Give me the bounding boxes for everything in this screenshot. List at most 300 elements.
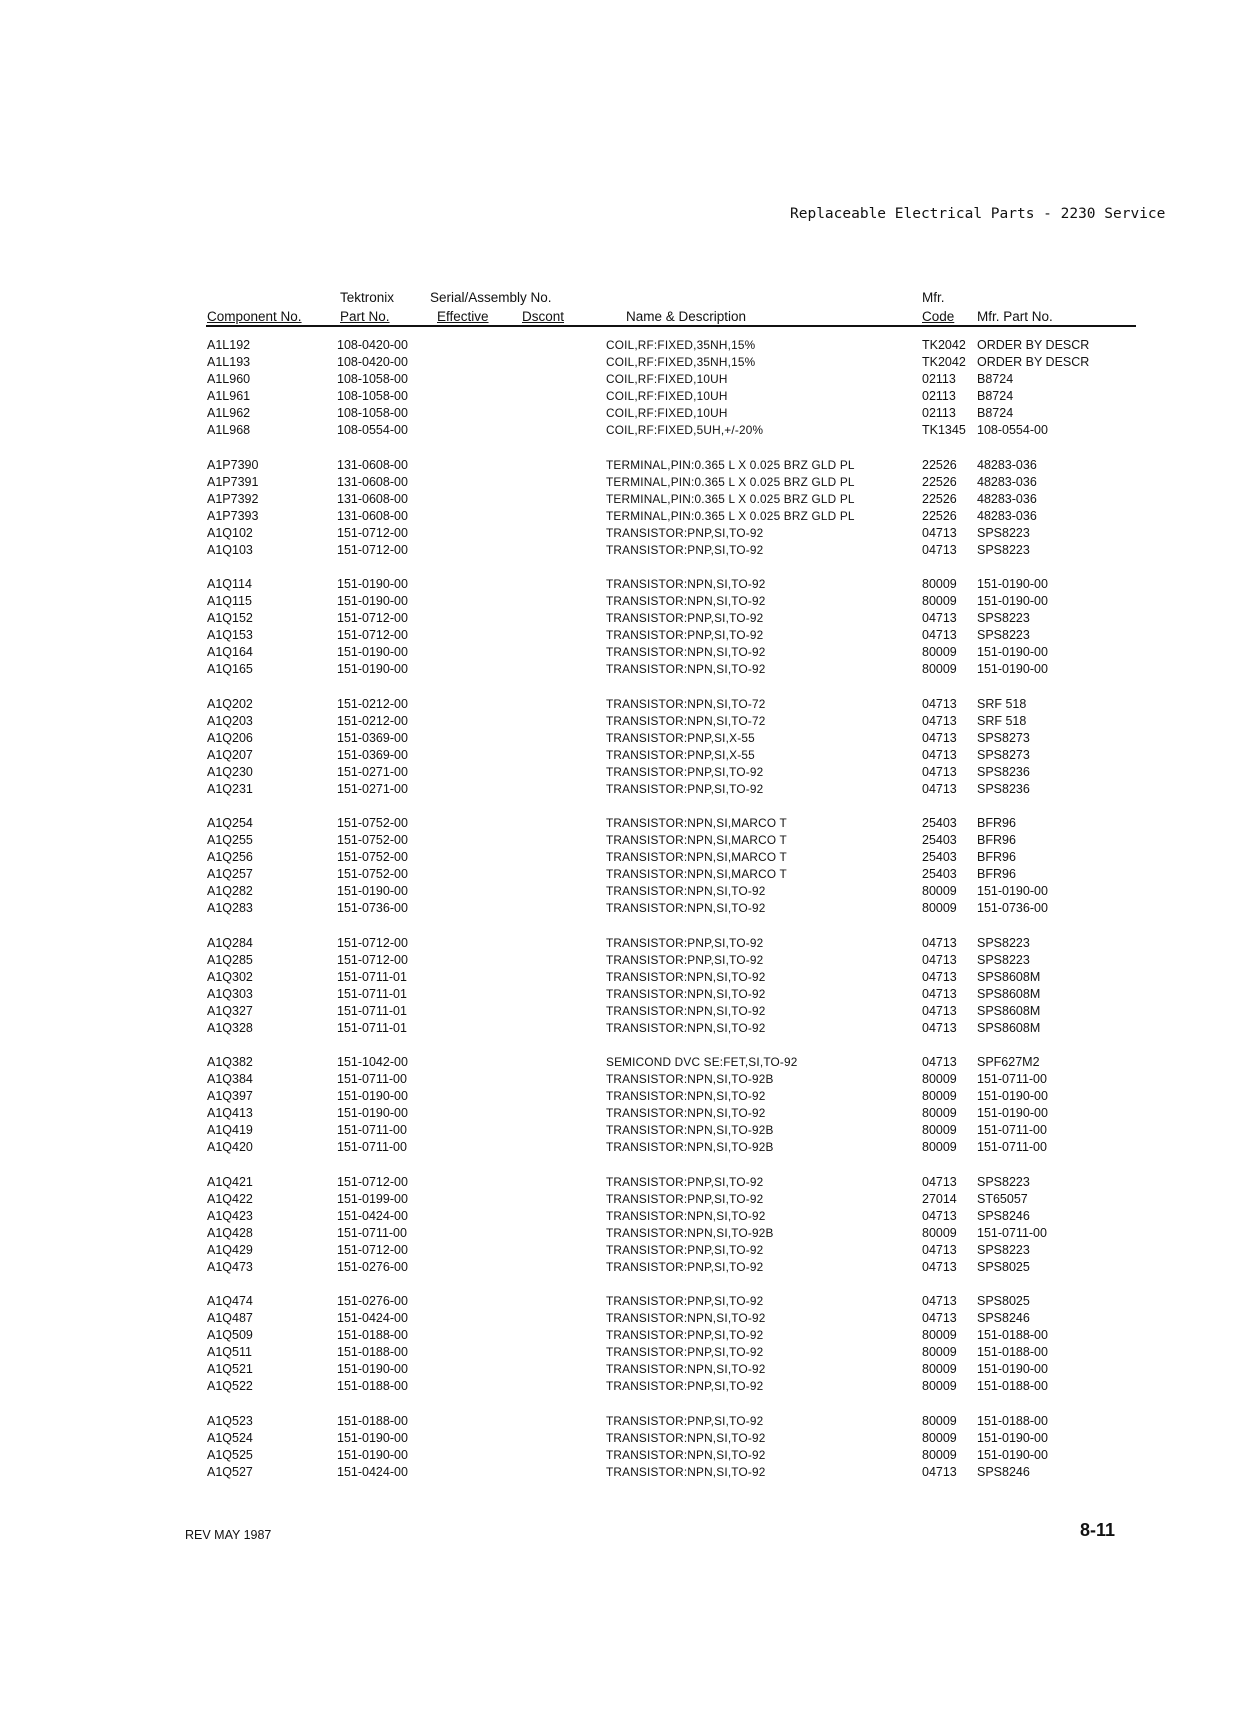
parts-group <box>0 1054 1252 1156</box>
table-row <box>0 1139 1252 1156</box>
parts-group <box>0 1174 1252 1276</box>
cell-description: TRANSISTOR:NPN,SI,TO-92 <box>606 1464 766 1479</box>
cell-mfr-part-no: SPS8223 <box>977 1174 1030 1189</box>
cell-description: TRANSISTOR:NPN,SI,TO-92 <box>606 662 766 676</box>
cell-mfr-part-no: BFR96 <box>977 850 1016 864</box>
cell-part-no: 151-0711-01 <box>337 986 407 1001</box>
cell-mfr-code: 80009 <box>922 577 957 591</box>
cell-description: TRANSISTOR:PNP,SI,X-55 <box>606 730 755 745</box>
cell-part-no: 151-0736-00 <box>337 901 408 915</box>
cell-mfr-code: 25403 <box>922 816 957 830</box>
table-row <box>0 747 1252 764</box>
cell-description: TRANSISTOR:NPN,SI,TO-92 <box>606 901 766 915</box>
cell-mfr-part-no: 48283-036 <box>977 491 1037 506</box>
cell-component-no: A1Q527 <box>207 1464 253 1479</box>
cell-mfr-part-no: 151-0190-00 <box>977 1089 1048 1103</box>
cell-mfr-part-no: ORDER BY DESCR <box>977 338 1090 352</box>
cell-mfr-code: 80009 <box>922 884 957 898</box>
cell-mfr-part-no: B8724 <box>977 389 1014 403</box>
header-rule <box>206 325 1136 327</box>
page-header: Replaceable Electrical Parts - 2230 Service <box>790 206 1166 222</box>
table-row <box>0 866 1252 883</box>
cell-mfr-part-no: SPS8273 <box>977 747 1030 762</box>
cell-component-no: A1P7391 <box>207 474 259 489</box>
cell-mfr-part-no: SPS8273 <box>977 730 1030 745</box>
cell-mfr-code: 04713 <box>922 1294 957 1308</box>
cell-mfr-part-no: 151-0190-00 <box>977 884 1048 898</box>
cell-part-no: 151-0712-00 <box>337 952 408 967</box>
cell-description: TRANSISTOR:PNP,SI,TO-92 <box>606 1345 764 1359</box>
cell-component-no: A1Q102 <box>207 525 253 540</box>
cell-mfr-part-no: BFR96 <box>977 867 1016 881</box>
cell-part-no: 131-0608-00 <box>337 491 408 506</box>
table-row <box>0 491 1252 508</box>
cell-mfr-part-no: SRF 518 <box>977 713 1027 728</box>
cell-mfr-code: 80009 <box>922 1089 957 1103</box>
cell-mfr-code: 04713 <box>922 986 957 1001</box>
cell-mfr-code: 04713 <box>922 1055 957 1069</box>
cell-part-no: 151-0424-00 <box>337 1311 408 1325</box>
cell-mfr-part-no: B8724 <box>977 406 1014 420</box>
cell-mfr-code: 04713 <box>922 952 957 967</box>
cell-mfr-part-no: 151-0190-00 <box>977 1447 1048 1462</box>
cell-mfr-part-no: SPS8025 <box>977 1294 1030 1308</box>
table-row <box>0 849 1252 866</box>
cell-mfr-code: 04713 <box>922 730 957 745</box>
cell-component-no: A1Q283 <box>207 901 253 915</box>
cell-component-no: A1L962 <box>207 406 251 420</box>
col-component-no: Component No. <box>207 309 302 324</box>
cell-mfr-code: 80009 <box>922 1413 957 1428</box>
cell-description: COIL,RF:FIXED,10UH <box>606 389 728 403</box>
cell-mfr-code: 80009 <box>922 1345 957 1359</box>
cell-mfr-code: 25403 <box>922 850 957 864</box>
cell-description: COIL,RF:FIXED,10UH <box>606 372 728 386</box>
cell-mfr-part-no: SPS8246 <box>977 1208 1030 1223</box>
cell-mfr-part-no: SPS8223 <box>977 611 1030 625</box>
cell-description: TRANSISTOR:NPN,SI,TO-92B <box>606 1123 774 1137</box>
cell-mfr-code: 04713 <box>922 1242 957 1257</box>
table-row <box>0 1003 1252 1020</box>
table-row <box>0 1430 1252 1447</box>
table-row <box>0 764 1252 781</box>
table-row <box>0 1054 1252 1071</box>
cell-part-no: 151-0271-00 <box>337 764 408 779</box>
cell-description: SEMICOND DVC SE:FET,SI,TO-92 <box>606 1055 798 1069</box>
col-code: Code <box>922 309 955 324</box>
table-row <box>0 969 1252 986</box>
cell-mfr-code: 04713 <box>922 628 957 642</box>
cell-component-no: A1Q422 <box>207 1191 253 1206</box>
cell-description: TRANSISTOR:NPN,SI,TO-92 <box>606 969 766 984</box>
cell-component-no: A1P7390 <box>207 457 259 472</box>
cell-part-no: 131-0608-00 <box>337 457 408 472</box>
table-row <box>0 593 1252 610</box>
parts-group <box>0 696 1252 798</box>
cell-part-no: 151-0190-00 <box>337 594 408 608</box>
cell-mfr-part-no: 151-0190-00 <box>977 594 1048 608</box>
cell-part-no: 151-0752-00 <box>337 816 408 830</box>
cell-mfr-code: 04713 <box>922 1311 957 1325</box>
cell-mfr-code: 80009 <box>922 1362 957 1376</box>
cell-mfr-part-no: SPS8025 <box>977 1259 1030 1274</box>
cell-description: TRANSISTOR:NPN,SI,TO-92 <box>606 594 766 608</box>
cell-component-no: A1Q206 <box>207 730 253 745</box>
cell-component-no: A1Q327 <box>207 1003 253 1018</box>
cell-part-no: 151-0190-00 <box>337 1106 408 1120</box>
cell-component-no: A1P7393 <box>207 508 259 523</box>
cell-component-no: A1Q419 <box>207 1123 253 1137</box>
table-row <box>0 542 1252 559</box>
cell-mfr-part-no: SPF627M2 <box>977 1055 1040 1069</box>
cell-description: TRANSISTOR:NPN,SI,TO-92 <box>606 1311 766 1325</box>
cell-mfr-code: 25403 <box>922 867 957 881</box>
cell-part-no: 108-0554-00 <box>337 423 408 437</box>
parts-group <box>0 576 1252 678</box>
cell-mfr-code: 80009 <box>922 1140 957 1154</box>
cell-description: TRANSISTOR:PNP,SI,TO-92 <box>606 1259 764 1274</box>
cell-mfr-part-no: B8724 <box>977 372 1014 386</box>
cell-component-no: A1Q421 <box>207 1174 253 1189</box>
cell-mfr-code: 80009 <box>922 594 957 608</box>
cell-description: TERMINAL,PIN:0.365 L X 0.025 BRZ GLD PL <box>606 474 855 489</box>
cell-mfr-code: 80009 <box>922 1225 957 1240</box>
cell-component-no: A1Q487 <box>207 1311 253 1325</box>
cell-component-no: A1Q207 <box>207 747 253 762</box>
cell-mfr-part-no: 151-0711-00 <box>977 1072 1047 1086</box>
cell-mfr-part-no: SPS8223 <box>977 935 1030 950</box>
cell-component-no: A1Q230 <box>207 764 253 779</box>
cell-part-no: 151-0369-00 <box>337 730 408 745</box>
cell-mfr-part-no: SPS8223 <box>977 952 1030 967</box>
table-row <box>0 1088 1252 1105</box>
cell-mfr-part-no: SPS8246 <box>977 1464 1030 1479</box>
cell-description: COIL,RF:FIXED,35NH,15% <box>606 338 756 352</box>
table-row <box>0 1071 1252 1088</box>
cell-component-no: A1L960 <box>207 372 251 386</box>
table-row <box>0 644 1252 661</box>
cell-mfr-part-no: ST65057 <box>977 1191 1028 1206</box>
cell-mfr-part-no: 48283-036 <box>977 474 1037 489</box>
table-row <box>0 730 1252 747</box>
table-row <box>0 627 1252 644</box>
col-part-no: Part No. <box>340 309 390 324</box>
cell-component-no: A1Q413 <box>207 1106 253 1120</box>
cell-mfr-part-no: 151-0711-00 <box>977 1123 1047 1137</box>
cell-part-no: 131-0608-00 <box>337 474 408 489</box>
cell-description: TRANSISTOR:NPN,SI,TO-72 <box>606 696 766 711</box>
cell-part-no: 108-1058-00 <box>337 389 408 403</box>
cell-mfr-code: 04713 <box>922 1003 957 1018</box>
cell-part-no: 151-0711-00 <box>337 1140 407 1154</box>
cell-component-no: A1Q257 <box>207 867 253 881</box>
cell-description: TRANSISTOR:PNP,SI,TO-92 <box>606 952 764 967</box>
cell-part-no: 151-0711-01 <box>337 1020 407 1035</box>
cell-mfr-code: 04713 <box>922 764 957 779</box>
cell-part-no: 151-0711-01 <box>337 969 407 984</box>
cell-component-no: A1Q302 <box>207 969 253 984</box>
cell-part-no: 151-0188-00 <box>337 1345 408 1359</box>
cell-mfr-code: 04713 <box>922 1208 957 1223</box>
cell-description: TRANSISTOR:PNP,SI,TO-92 <box>606 525 764 540</box>
cell-component-no: A1Q114 <box>207 577 252 591</box>
cell-part-no: 151-0212-00 <box>337 696 408 711</box>
cell-description: TRANSISTOR:PNP,SI,TO-92 <box>606 611 764 625</box>
cell-mfr-part-no: 151-0190-00 <box>977 1430 1048 1445</box>
cell-mfr-part-no: SPS8223 <box>977 542 1030 557</box>
cell-description: TERMINAL,PIN:0.365 L X 0.025 BRZ GLD PL <box>606 457 855 472</box>
cell-part-no: 151-0190-00 <box>337 645 408 659</box>
cell-part-no: 131-0608-00 <box>337 508 408 523</box>
cell-mfr-part-no: SPS8236 <box>977 781 1030 796</box>
cell-component-no: A1Q165 <box>207 662 253 676</box>
cell-part-no: 151-0752-00 <box>337 833 408 847</box>
cell-part-no: 108-1058-00 <box>337 406 408 420</box>
table-row <box>0 1447 1252 1464</box>
cell-mfr-part-no: 151-0711-00 <box>977 1140 1047 1154</box>
cell-description: TRANSISTOR:NPN,SI,MARCO T <box>606 867 787 881</box>
cell-component-no: A1Q115 <box>207 594 252 608</box>
cell-description: TRANSISTOR:PNP,SI,TO-92 <box>606 935 764 950</box>
cell-part-no: 151-0190-00 <box>337 1430 408 1445</box>
cell-part-no: 151-0711-00 <box>337 1072 407 1086</box>
cell-mfr-code: 04713 <box>922 935 957 950</box>
cell-description: COIL,RF:FIXED,5UH,+/-20% <box>606 423 764 437</box>
cell-mfr-code: 80009 <box>922 1328 957 1342</box>
cell-description: COIL,RF:FIXED,35NH,15% <box>606 355 756 369</box>
cell-description: TRANSISTOR:PNP,SI,TO-92 <box>606 1413 764 1428</box>
table-row <box>0 1208 1252 1225</box>
table-row <box>0 832 1252 849</box>
cell-component-no: A1Q164 <box>207 645 253 659</box>
cell-component-no: A1Q522 <box>207 1379 253 1393</box>
cell-component-no: A1Q255 <box>207 833 253 847</box>
cell-part-no: 151-0424-00 <box>337 1464 408 1479</box>
cell-description: TRANSISTOR:NPN,SI,TO-92B <box>606 1072 774 1086</box>
cell-description: TRANSISTOR:NPN,SI,TO-92 <box>606 645 766 659</box>
cell-part-no: 151-0271-00 <box>337 781 408 796</box>
cell-part-no: 151-0711-00 <box>337 1123 407 1137</box>
table-row <box>0 1378 1252 1395</box>
cell-description: TRANSISTOR:NPN,SI,TO-92 <box>606 884 766 898</box>
table-row <box>0 1413 1252 1430</box>
cell-part-no: 151-1042-00 <box>337 1055 408 1069</box>
cell-mfr-part-no: SPS8246 <box>977 1311 1030 1325</box>
cell-component-no: A1Q256 <box>207 850 253 864</box>
cell-component-no: A1Q303 <box>207 986 253 1001</box>
cell-part-no: 151-0712-00 <box>337 611 408 625</box>
cell-mfr-code: TK1345 <box>922 423 966 437</box>
table-row <box>0 1225 1252 1242</box>
col-dscont: Dscont <box>522 309 565 324</box>
col-effective: Effective <box>437 309 489 324</box>
cell-component-no: A1Q509 <box>207 1328 253 1342</box>
parts-group <box>0 457 1252 559</box>
cell-description: TRANSISTOR:NPN,SI,TO-92 <box>606 1003 766 1018</box>
table-row <box>0 1344 1252 1361</box>
cell-description: TRANSISTOR:PNP,SI,TO-92 <box>606 542 764 557</box>
cell-part-no: 151-0190-00 <box>337 1447 408 1462</box>
cell-component-no: A1Q328 <box>207 1020 253 1035</box>
cell-mfr-code: 02113 <box>922 406 956 420</box>
cell-part-no: 151-0276-00 <box>337 1294 408 1308</box>
table-row <box>0 1174 1252 1191</box>
cell-description: TRANSISTOR:NPN,SI,TO-72 <box>606 713 766 728</box>
cell-description: TRANSISTOR:PNP,SI,TO-92 <box>606 1379 764 1393</box>
cell-mfr-part-no: 151-0188-00 <box>977 1413 1048 1428</box>
table-row <box>0 354 1252 371</box>
cell-mfr-code: 80009 <box>922 1379 957 1393</box>
cell-component-no: A1Q521 <box>207 1362 253 1376</box>
cell-mfr-part-no: 151-0190-00 <box>977 1106 1048 1120</box>
cell-part-no: 151-0190-00 <box>337 1362 408 1376</box>
col-mfr: Mfr. <box>922 290 945 305</box>
cell-description: TRANSISTOR:PNP,SI,TO-92 <box>606 1328 764 1342</box>
cell-component-no: A1Q203 <box>207 713 253 728</box>
cell-mfr-code: 04713 <box>922 696 957 711</box>
cell-mfr-code: 04713 <box>922 781 957 796</box>
table-row <box>0 337 1252 354</box>
cell-description: TRANSISTOR:PNP,SI,X-55 <box>606 747 755 762</box>
cell-mfr-part-no: BFR96 <box>977 816 1016 830</box>
cell-component-no: A1Q420 <box>207 1140 253 1154</box>
cell-component-no: A1Q282 <box>207 884 253 898</box>
table-row <box>0 1122 1252 1139</box>
cell-mfr-code: 22526 <box>922 491 957 506</box>
cell-part-no: 151-0712-00 <box>337 1242 408 1257</box>
cell-mfr-code: 04713 <box>922 969 957 984</box>
cell-description: TRANSISTOR:PNP,SI,TO-92 <box>606 764 764 779</box>
cell-mfr-code: 04713 <box>922 1464 957 1479</box>
table-row <box>0 508 1252 525</box>
cell-mfr-code: 04713 <box>922 1020 957 1035</box>
cell-component-no: A1Q428 <box>207 1225 253 1240</box>
cell-description: TRANSISTOR:NPN,SI,TO-92 <box>606 1208 766 1223</box>
cell-mfr-code: TK2042 <box>922 355 966 369</box>
cell-component-no: A1Q429 <box>207 1242 253 1257</box>
cell-part-no: 151-0199-00 <box>337 1191 408 1206</box>
cell-part-no: 151-0188-00 <box>337 1328 408 1342</box>
cell-part-no: 151-0190-00 <box>337 577 408 591</box>
table-row <box>0 1310 1252 1327</box>
table-row <box>0 1293 1252 1310</box>
table-row <box>0 610 1252 627</box>
cell-component-no: A1Q473 <box>207 1259 253 1274</box>
parts-group <box>0 1413 1252 1481</box>
cell-part-no: 108-1058-00 <box>337 372 408 386</box>
cell-component-no: A1Q397 <box>207 1089 253 1103</box>
cell-part-no: 108-0420-00 <box>337 355 408 369</box>
cell-part-no: 151-0712-00 <box>337 1174 408 1189</box>
cell-part-no: 151-0190-00 <box>337 662 408 676</box>
table-row <box>0 1464 1252 1481</box>
cell-description: TRANSISTOR:NPN,SI,TO-92 <box>606 1447 766 1462</box>
table-row <box>0 900 1252 917</box>
cell-mfr-code: 04713 <box>922 713 957 728</box>
cell-component-no: A1Q254 <box>207 816 253 830</box>
cell-description: TRANSISTOR:NPN,SI,TO-92B <box>606 1140 774 1154</box>
cell-mfr-part-no: SPS8608M <box>977 1020 1041 1035</box>
cell-description: TRANSISTOR:PNP,SI,TO-92 <box>606 1191 764 1206</box>
table-row <box>0 1191 1252 1208</box>
cell-mfr-code: 80009 <box>922 1447 957 1462</box>
cell-mfr-code: 80009 <box>922 645 957 659</box>
cell-description: TRANSISTOR:NPN,SI,TO-92 <box>606 577 766 591</box>
cell-component-no: A1Q202 <box>207 696 253 711</box>
cell-description: TRANSISTOR:PNP,SI,TO-92 <box>606 781 764 796</box>
cell-part-no: 151-0424-00 <box>337 1208 408 1223</box>
cell-mfr-code: 27014 <box>922 1191 957 1206</box>
cell-mfr-code: 02113 <box>922 372 956 386</box>
cell-mfr-code: 02113 <box>922 389 956 403</box>
table-row <box>0 525 1252 542</box>
table-row <box>0 696 1252 713</box>
cell-part-no: 151-0369-00 <box>337 747 408 762</box>
cell-mfr-code: 04713 <box>922 1259 957 1274</box>
table-row <box>0 1020 1252 1037</box>
cell-component-no: A1Q284 <box>207 935 253 950</box>
cell-component-no: A1Q524 <box>207 1430 253 1445</box>
table-row <box>0 474 1252 491</box>
cell-description: TRANSISTOR:NPN,SI,TO-92 <box>606 1106 766 1120</box>
cell-description: TERMINAL,PIN:0.365 L X 0.025 BRZ GLD PL <box>606 508 855 523</box>
cell-mfr-part-no: 151-0190-00 <box>977 645 1048 659</box>
table-row <box>0 388 1252 405</box>
table-row <box>0 883 1252 900</box>
cell-mfr-part-no: 151-0188-00 <box>977 1345 1048 1359</box>
cell-component-no: A1Q152 <box>207 611 253 625</box>
cell-mfr-part-no: 151-0190-00 <box>977 577 1048 591</box>
cell-mfr-part-no: 48283-036 <box>977 457 1037 472</box>
cell-mfr-part-no: SPS8608M <box>977 986 1041 1001</box>
cell-mfr-code: 80009 <box>922 1072 957 1086</box>
cell-component-no: A1Q231 <box>207 781 253 796</box>
cell-mfr-part-no: SPS8223 <box>977 1242 1030 1257</box>
cell-mfr-part-no: 151-0711-00 <box>977 1225 1047 1240</box>
cell-description: TRANSISTOR:PNP,SI,TO-92 <box>606 1294 764 1308</box>
cell-part-no: 151-0188-00 <box>337 1379 408 1393</box>
cell-mfr-code: 80009 <box>922 1123 957 1137</box>
cell-component-no: A1Q103 <box>207 542 253 557</box>
cell-part-no: 151-0188-00 <box>337 1413 408 1428</box>
table-row <box>0 1327 1252 1344</box>
cell-mfr-code: 80009 <box>922 1430 957 1445</box>
cell-mfr-part-no: 151-0736-00 <box>977 901 1048 915</box>
cell-part-no: 151-0190-00 <box>337 1089 408 1103</box>
cell-component-no: A1Q525 <box>207 1447 253 1462</box>
table-row <box>0 1105 1252 1122</box>
cell-component-no: A1L968 <box>207 423 251 437</box>
cell-mfr-code: 04713 <box>922 542 957 557</box>
cell-description: TRANSISTOR:NPN,SI,MARCO T <box>606 833 787 847</box>
table-row <box>0 815 1252 832</box>
cell-component-no: A1L193 <box>207 355 251 369</box>
cell-component-no: A1Q384 <box>207 1072 253 1086</box>
cell-mfr-part-no: 108-0554-00 <box>977 423 1048 437</box>
cell-description: TRANSISTOR:NPN,SI,TO-92 <box>606 1089 766 1103</box>
parts-group <box>0 815 1252 917</box>
cell-mfr-part-no: SPS8608M <box>977 1003 1041 1018</box>
cell-component-no: A1P7392 <box>207 491 259 506</box>
cell-component-no: A1L192 <box>207 338 251 352</box>
cell-component-no: A1L961 <box>207 389 251 403</box>
table-row <box>0 1242 1252 1259</box>
cell-part-no: 151-0712-00 <box>337 542 408 557</box>
cell-description: TRANSISTOR:NPN,SI,TO-92B <box>606 1225 774 1240</box>
cell-mfr-part-no: SPS8236 <box>977 764 1030 779</box>
table-row <box>0 661 1252 678</box>
cell-mfr-part-no: BFR96 <box>977 833 1016 847</box>
